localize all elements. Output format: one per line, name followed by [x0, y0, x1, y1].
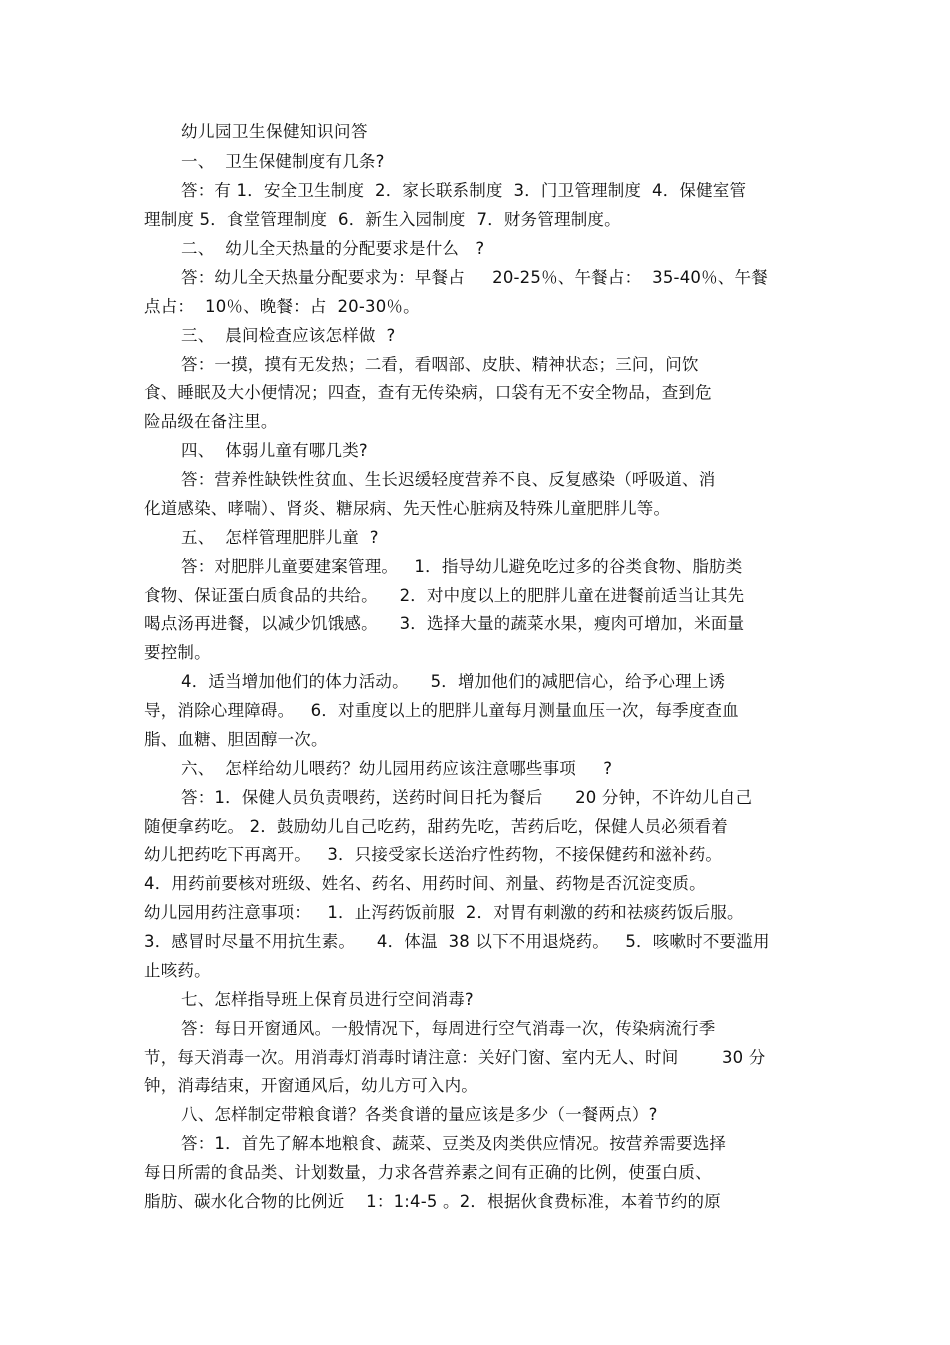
answer-line: 导，消除心理障碍。 6．对重度以上的肥胖儿童每月测量血压一次，每季度查血: [144, 701, 739, 720]
answer-line: 每日所需的食品类、计划数量，力求各营养素之间有正确的比例，使蛋白质、: [144, 1163, 712, 1182]
answer-line: 随便拿药吃。 2．鼓励幼儿自己吃药，甜药先吃，苦药后吃，保健人员必须看着: [144, 817, 728, 836]
answer-line: 答：幼儿全天热量分配要求为：早餐占 20-25％、午餐占： 35-40％、午餐: [181, 268, 768, 287]
answer-line: 答：一摸，摸有无发热；二看，看咽部、皮肤、精神状态；三问，问饮: [181, 355, 699, 374]
answer-line: 幼儿把药吃下再离开。 3．只接受家长送治疗性药物，不接保健药和滋补药。: [144, 845, 723, 864]
answer-line: 脂肪、碳水化合物的比例近 1：1:4-5 。2．根据伙食费标准，本着节约的原: [144, 1192, 721, 1211]
question-heading: 四、 体弱儿童有哪几类?: [181, 441, 368, 460]
answer-line: 食物、保证蛋白质食品的共给。 2．对中度以上的肥胖儿童在进餐前适当让其先: [144, 586, 745, 605]
answer-line: 喝点汤再进餐，以减少饥饿感。 3．选择大量的蔬菜水果，瘦肉可增加，米面量: [144, 614, 745, 633]
question-heading: 七、怎样指导班上保育员进行空间消毒?: [181, 990, 474, 1009]
answer-line: 止咳药。: [144, 961, 211, 980]
question-heading: 一、 卫生保健制度有几条?: [181, 152, 385, 171]
question-heading: 五、 怎样管理肥胖儿童 ?: [181, 528, 379, 547]
answer-line: 幼儿园用药注意事项： 1．止泻药饭前服 2．对胃有刺激的药和祛痰药饭后服。: [144, 903, 744, 922]
answer-line: 答：每日开窗通风。一般情况下，每周进行空气消毒一次，传染病流行季: [181, 1019, 716, 1038]
answer-line: 险品级在备注里。: [144, 412, 278, 431]
answer-line: 4．用药前要核对班级、姓名、药名、用药时间、剂量、药物是否沉淀变质。: [144, 874, 706, 893]
answer-line: 节，每天消毒一次。用消毒灯消毒时请注意：关好门窗、室内无人、时间 30 分: [144, 1048, 766, 1067]
question-heading: 八、怎样制定带粮食谱？各类食谱的量应该是多少（一餐两点）?: [181, 1105, 658, 1124]
answer-line: 3．感冒时尽量不用抗生素。 4．体温 38 以下不用退烧药。 5．咳嗽时不要滥用: [144, 932, 770, 951]
document-title: 幼儿园卫生保健知识问答: [181, 122, 368, 141]
question-heading: 三、 晨间检查应该怎样做 ?: [181, 326, 396, 345]
question-heading: 六、 怎样给幼儿喂药？幼儿园用药应该注意哪些事项 ?: [181, 759, 613, 778]
answer-line: 答：有 1．安全卫生制度 2．家长联系制度 3．门卫管理制度 4．保健室管: [181, 181, 747, 200]
answer-line: 答：营养性缺铁性贫血、生长迟缓轻度营养不良、反复感染（呼吸道、消: [181, 470, 716, 489]
question-heading: 二、 幼儿全天热量的分配要求是什么 ?: [181, 239, 485, 258]
answer-line: 食、睡眠及大小便情况；四查，查有无传染病，口袋有无不安全物品，查到危: [144, 383, 712, 402]
answer-line: 答：1．首先了解本地粮食、蔬菜、豆类及肉类供应情况。按营养需要选择: [181, 1134, 727, 1153]
answer-line: 脂、血糖、胆固醇一次。: [144, 730, 328, 749]
answer-line: 钟，消毒结束，开窗通风后，幼儿方可入内。: [144, 1076, 478, 1095]
answer-line: 答：对肥胖儿童要建案管理。 1．指导幼儿避免吃过多的谷类食物、脂肪类: [181, 557, 743, 576]
answer-line: 要控制。: [144, 643, 211, 662]
answer-line: 化道感染、哮喘）、肾炎、糖尿病、先天性心脏病及特殊儿童肥胖儿等。: [144, 499, 671, 518]
answer-line: 点占： 10％、晚餐：占 20-30％。: [144, 297, 420, 316]
answer-line: 4．适当增加他们的体力活动。 5．增加他们的减肥信心，给予心理上诱: [181, 672, 726, 691]
answer-line: 答：1．保健人员负责喂药，送药时间日托为餐后 20 分钟，不许幼儿自己: [181, 788, 753, 807]
answer-line: 理制度 5．食堂管理制度 6．新生入园制度 7．财务管理制度。: [144, 210, 621, 229]
